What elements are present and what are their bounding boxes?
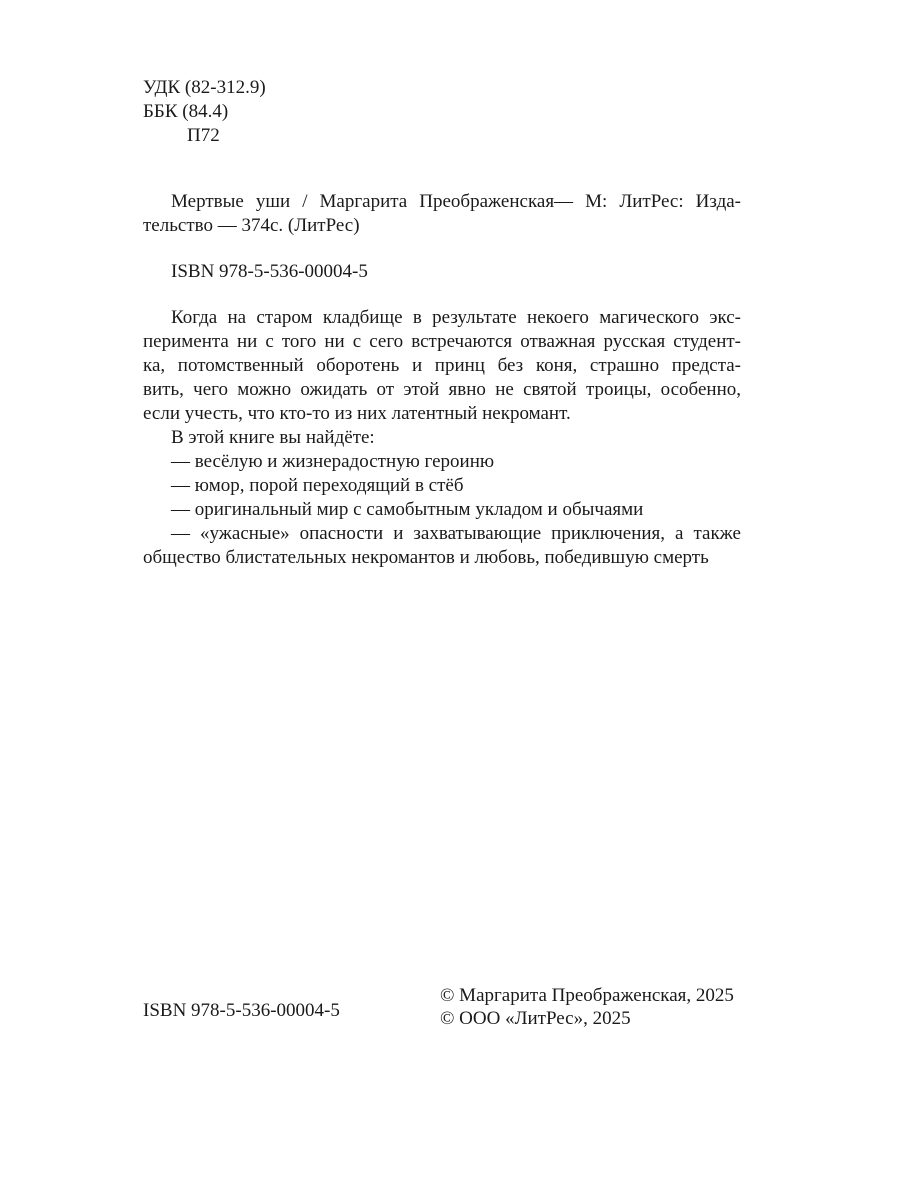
annotation-list-item: — оригинальный мир с самобытным укладом и обычаями [171,499,644,520]
bibliographic-line: Мертвые уши / Маргарита Преображенская— М: ЛитРес: Изда- [171,191,741,212]
author-mark: П72 [187,125,220,146]
annotation-line: Когда на старом кладбище в результате некоего магического экс- [171,307,741,328]
isbn-bottom: ISBN 978-5-536-00004-5 [143,1000,340,1021]
annotation-list-item: — весёлую и жизнерадостную героиню [171,451,495,472]
bibliographic-line: тельство — 374с. (ЛитРес) [143,215,360,236]
isbn-top: ISBN 978-5-536-00004-5 [171,261,368,282]
bbk-code: ББК (84.4) [143,101,229,122]
annotation-intro: В этой книге вы найдёте: [171,427,375,448]
copyright-publisher: © ООО «ЛитРес», 2025 [440,1008,631,1029]
udk-code: УДК (82-312.9) [143,77,266,98]
bibliographic-description [143,190,741,238]
classification-block [143,76,266,148]
annotation-line: вить, чего можно ожидать от этой явно не святой троицы, особенно, [143,379,741,400]
copyright-author: © Маргарита Преображенская, 2025 [440,985,734,1006]
copyright-block [440,984,734,1030]
annotation [143,306,741,570]
annotation-line: ка, потомственный оборотень и принц без коня, страшно предста- [143,355,741,376]
annotation-line: перимента ни с того ни с сего встречаются отважная русская студент- [143,331,741,352]
annotation-last-line: общество блистательных некромантов и любовь, победившую смерть [143,547,709,568]
annotation-line: если учесть, что кто-то из них латентный некромант. [143,403,571,424]
annotation-list-item: — юмор, порой переходящий в стёб [171,475,464,496]
annotation-list-item: — «ужасные» опасности и захватывающие приключения, а также [171,523,741,544]
